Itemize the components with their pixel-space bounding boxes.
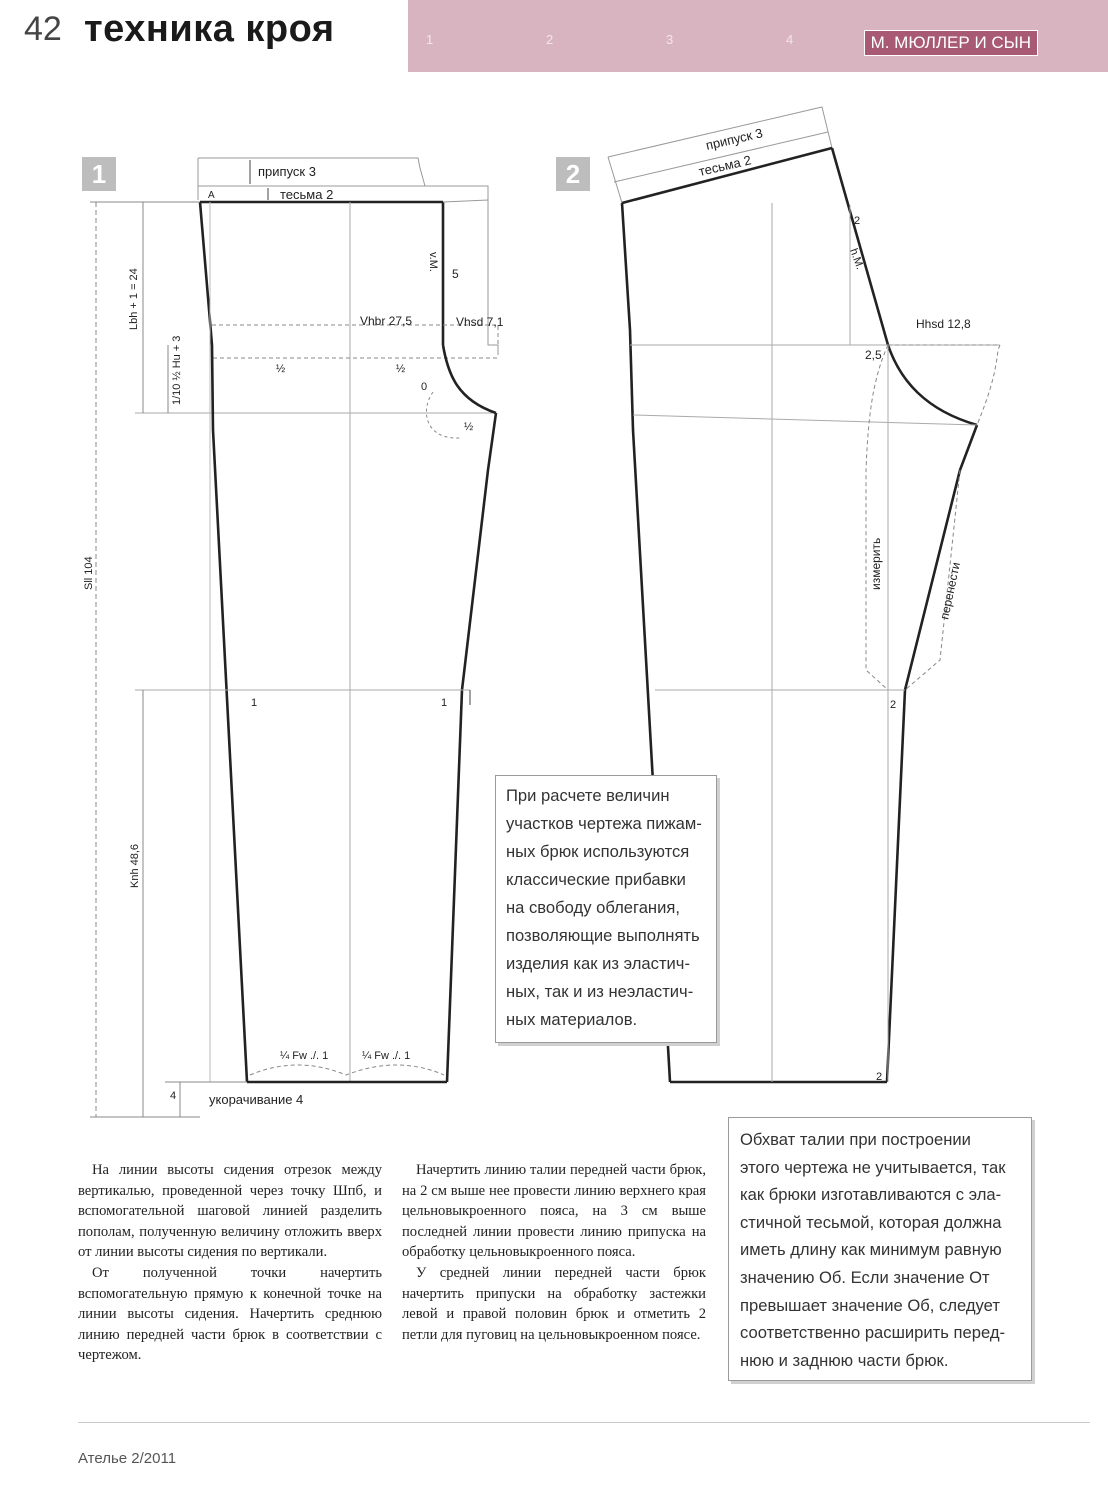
fig1-label-lbh: Lbh + 1 = 24 bbox=[128, 268, 140, 330]
ruler-number: 2 bbox=[546, 32, 554, 47]
column2-paragraph-1: Начертить линию талии передней части брюк, на 2 см выше нее провести линию верхнего края цельновыкроенного пояса, на 3 см выше последней линии провести линию припуска на обработку цельновыкроенного пояса. bbox=[402, 1162, 706, 1261]
fig1-label-fw-left: ¼ Fw ./. 1 bbox=[280, 1050, 329, 1062]
note1-line: изделия как из эластич- bbox=[506, 954, 690, 973]
column2-paragraph-2: У средней линии передней части брюк начертить припуски на обработку застежки левой и правой половин брюк и отметить 2 петли для пуговиц на цельновыкроенном поясе. bbox=[402, 1264, 706, 1343]
fig1-label-zero: 0 bbox=[421, 381, 428, 393]
fig2-waist-line bbox=[622, 148, 832, 203]
fig1-hip-band bbox=[212, 325, 498, 358]
fig1-label-ukorachivanie: укорачивание 4 bbox=[209, 1092, 304, 1107]
page-number: 42 bbox=[24, 10, 62, 48]
fig1-label-tesma: тесьма 2 bbox=[280, 187, 334, 202]
fig2-label-two-bottom: 2 bbox=[876, 1071, 883, 1083]
fig2-label-hm: h.M. bbox=[847, 246, 866, 272]
fig2-seat-line bbox=[633, 415, 977, 425]
fig2-measure-dash bbox=[866, 345, 888, 690]
note1-line: классические прибавки bbox=[506, 870, 686, 889]
fig2-label-tesma: тесьма 2 bbox=[697, 152, 753, 179]
figure-1-front-trousers bbox=[83, 158, 504, 1117]
ruler-number: 1 bbox=[426, 32, 434, 47]
fig1-label-vhbr: Vhbr 27,5 bbox=[360, 314, 413, 328]
fig2-inseam bbox=[887, 425, 977, 1082]
fig1-label-five: 5 bbox=[452, 267, 459, 281]
note2-line: иметь длину как минимум равную bbox=[740, 1240, 1002, 1260]
note1-line: позволяющие выполнять bbox=[506, 926, 700, 945]
fig1-label-half-b: ½ bbox=[396, 363, 406, 375]
text-column-1 bbox=[78, 1160, 382, 1366]
fig2-label-pripusk: припуск 3 bbox=[704, 125, 765, 153]
note2-line: как брюки изготавливаются с эла- bbox=[740, 1185, 1002, 1205]
fig1-label-vm: v.M. bbox=[427, 252, 439, 272]
brand-label: М. МЮЛЛЕР И СЫН bbox=[864, 30, 1038, 56]
footer-issue: Ателье 2/2011 bbox=[78, 1450, 177, 1467]
ruler-number: 3 bbox=[666, 32, 674, 47]
note2-line: нюю и заднюю части брюк. bbox=[740, 1350, 949, 1370]
fig1-label-half-a: ½ bbox=[276, 363, 286, 375]
fig1-label-sll: Sll 104 bbox=[83, 556, 95, 590]
note2-line: значению Об. Если значение От bbox=[740, 1267, 990, 1287]
fig1-hem-dash bbox=[250, 1065, 444, 1075]
fig2-center-back bbox=[832, 148, 977, 425]
note1-line: При расчете величин bbox=[506, 786, 670, 805]
footer-divider bbox=[78, 1422, 1090, 1423]
fig1-label-one-left: 1 bbox=[251, 697, 258, 709]
fig2-label-perenesti: перенести bbox=[937, 560, 963, 621]
note2-line: Обхват талии при построении bbox=[740, 1130, 971, 1149]
note2-line: превышает значение Об, следует bbox=[740, 1295, 1000, 1315]
fig1-crotch-curve bbox=[443, 345, 496, 413]
section-title: техника кроя bbox=[84, 8, 335, 50]
note1-line: ных брюк используются bbox=[506, 842, 690, 861]
fig2-label-two-five: 2,5 bbox=[865, 348, 882, 362]
note2-line: этого чертежа не учитывается, так bbox=[740, 1157, 1006, 1177]
fig1-crotch-arrow bbox=[426, 392, 460, 438]
note2-line: соответственно расширить перед- bbox=[740, 1323, 1006, 1343]
fig1-label-point-a: A bbox=[208, 190, 215, 201]
fig2-label-hhsd: Hhsd 12,8 bbox=[916, 317, 971, 331]
fig1-side-seam bbox=[200, 202, 247, 1082]
fig2-label-two-knee: 2 bbox=[890, 699, 897, 711]
fig1-allowance-outline bbox=[198, 158, 488, 200]
note1-line: на свободу облегания, bbox=[506, 898, 680, 917]
fig2-allowance-left bbox=[608, 157, 622, 203]
fig1-label-knh: Knh 48,6 bbox=[129, 843, 141, 888]
column1-paragraph-1: На линии высоты сидения отрезок между вертикалью, проведенной через точку Шпб, и вспомогательной шаговой линией разделить пополам, полученную величину отложить вверх от линии высоты сидения по вертикали. bbox=[78, 1162, 382, 1261]
note2-line: стичной тесьмой, которая должна bbox=[740, 1212, 1002, 1232]
note1-line: участков чертежа пижам- bbox=[506, 814, 702, 833]
fig2-label-two-top: 2 bbox=[854, 215, 861, 227]
fig2-label-izmerit: измерить bbox=[869, 537, 883, 590]
fig1-label-four: 4 bbox=[170, 1090, 177, 1102]
fig1-label-fw-right: ¼ Fw ./. 1 bbox=[362, 1050, 411, 1062]
fig1-label-half-c: ½ bbox=[464, 421, 474, 433]
note-box-waist bbox=[728, 1117, 1032, 1381]
note-box-allowances bbox=[495, 775, 717, 1043]
text-column-2 bbox=[402, 1160, 706, 1345]
fig1-label-one-right: 1 bbox=[441, 697, 448, 709]
column1-paragraph-2: От полученной точки начертить вспомогательную прямую к конечной точке на линии высоты сидения. Начертить среднюю линию передней части брюк в соответствии с чертежом. bbox=[78, 1264, 382, 1364]
fig1-label-vhsd: Vhsd 7,1 bbox=[456, 315, 504, 329]
note1-line: ных материалов. bbox=[506, 1010, 638, 1029]
fig1-label-pripusk: припуск 3 bbox=[258, 164, 316, 179]
step-badge-2: 2 bbox=[556, 157, 590, 191]
ruler-number: 4 bbox=[786, 32, 794, 47]
fig1-label-hu: 1/10 ½ Hu + 3 bbox=[171, 335, 183, 405]
fig1-inseam bbox=[447, 413, 496, 1082]
step-badge-1: 1 bbox=[82, 157, 116, 191]
note1-line: ных, так и из неэластич- bbox=[506, 982, 694, 1001]
